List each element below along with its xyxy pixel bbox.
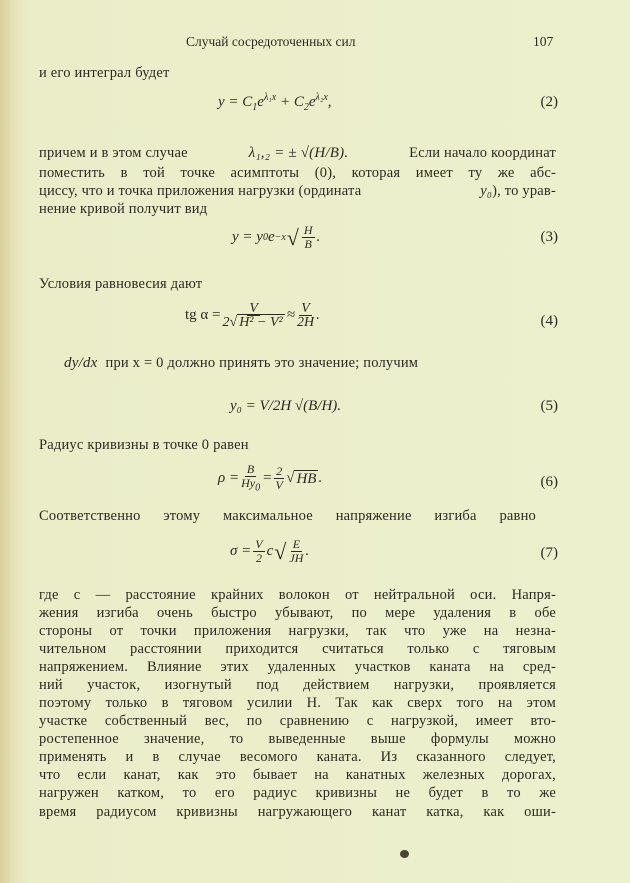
- text-line: поместить в той точке асимптоты (0), которая имеет ту же абс-: [39, 165, 556, 181]
- text-line: [64, 354, 524, 372]
- paragraph-line: стороны от точки приложения нагрузки, так что уже на незна-: [39, 623, 556, 639]
- paragraph-line: время радиусом кривизны нагружающего канат катка, как оши-: [39, 804, 556, 820]
- equation-3: y = y 0 e −x √ $\frac{H}{B}$ .: [232, 223, 321, 251]
- text-line: Радиус кривизны в точке 0 равен: [39, 437, 249, 453]
- paragraph-line: участке собственный вес, по сравнению с нагрузкой, имеет вто-: [39, 713, 556, 729]
- text-fragment: ), то урав-: [492, 183, 556, 199]
- equation-number: (2): [540, 94, 558, 110]
- equation-4: tg α = $\frac{V}{\text{2√ H² − V²}}$ ≈ $\frac{V}{2H}$ .: [185, 301, 320, 330]
- text-fragment: Если начало координат: [409, 145, 556, 161]
- equation-2: $y = C_1e^{\lambda_1x} + C_2e^{\lambda_2x}$,: [218, 92, 332, 113]
- paragraph-line: что если канат, как это бывает на канатных железных дорогах,: [39, 767, 556, 783]
- page-number: 107: [533, 34, 554, 49]
- running-title: Случай сосредоточенных сил: [186, 34, 356, 49]
- paragraph-line: нагружен катком, то его радиус кривизны не будет в то же: [39, 785, 556, 801]
- equation-7: σ = $\frac{V}{2}$ c √ $\frac{E}{JH}$ .: [230, 537, 310, 565]
- paragraph-line: поэтому только в тяговом усилии H. Так как сверх того на этом: [39, 695, 556, 711]
- equation-6: ρ = $\frac{B}{Hy_0}$ = $\frac{2}{V}$ √ HB .: [218, 462, 323, 494]
- equation-number: (3): [540, 229, 558, 245]
- text-fragment: при x = 0 должно принять это значение; получим: [105, 355, 419, 371]
- derivative-fraction: dy/dx: [64, 355, 98, 371]
- paragraph-line: применять и в случае весомого каната. Из сказанного следует,: [39, 749, 556, 765]
- equation-number: (4): [540, 313, 558, 329]
- equation-5-text: y₀ = V/2H √(B/H).: [230, 398, 342, 414]
- text-line: [39, 144, 556, 162]
- text-fragment: циссу, что и точка приложения нагрузки (ордината: [39, 183, 362, 199]
- text-line: [39, 182, 556, 200]
- lambda-formula: λ₁,₂ = ± √(H/B).: [248, 145, 349, 161]
- equation-number: (7): [540, 545, 558, 561]
- equation-number: (5): [540, 398, 558, 414]
- paragraph-line: где c — расстояние крайних волокон от нейтральной оси. Напря-: [39, 587, 556, 603]
- ornament-mark: [400, 850, 409, 858]
- paragraph-line: чительном расстоянии приходится считаться только с тяговым: [39, 641, 556, 657]
- text-line: нение кривой получит вид: [39, 201, 208, 217]
- paragraph-line: ний участок, изогнутый под действием нагрузки, проявляется: [39, 677, 556, 693]
- paragraph-line: ростепенное значение, то выведенные выше формулы можно: [39, 731, 556, 747]
- paragraph-line: жения изгиба очень быстро убывают, по мере удаления в обе: [39, 605, 556, 621]
- text-line: и его интеграл будет: [39, 65, 170, 81]
- text-line: Соответственно этому максимальное напряжение изгиба равно: [39, 508, 536, 524]
- equation-number: (6): [540, 474, 558, 490]
- y0-symbol: y₀: [480, 183, 493, 199]
- equation-5: [230, 398, 341, 415]
- text-fragment: причем и в этом случае: [39, 145, 188, 161]
- text-line: Условия равновесия дают: [39, 276, 203, 292]
- paragraph-line: напряжением. Влияние этих удаленных участков каната на сред-: [39, 659, 556, 675]
